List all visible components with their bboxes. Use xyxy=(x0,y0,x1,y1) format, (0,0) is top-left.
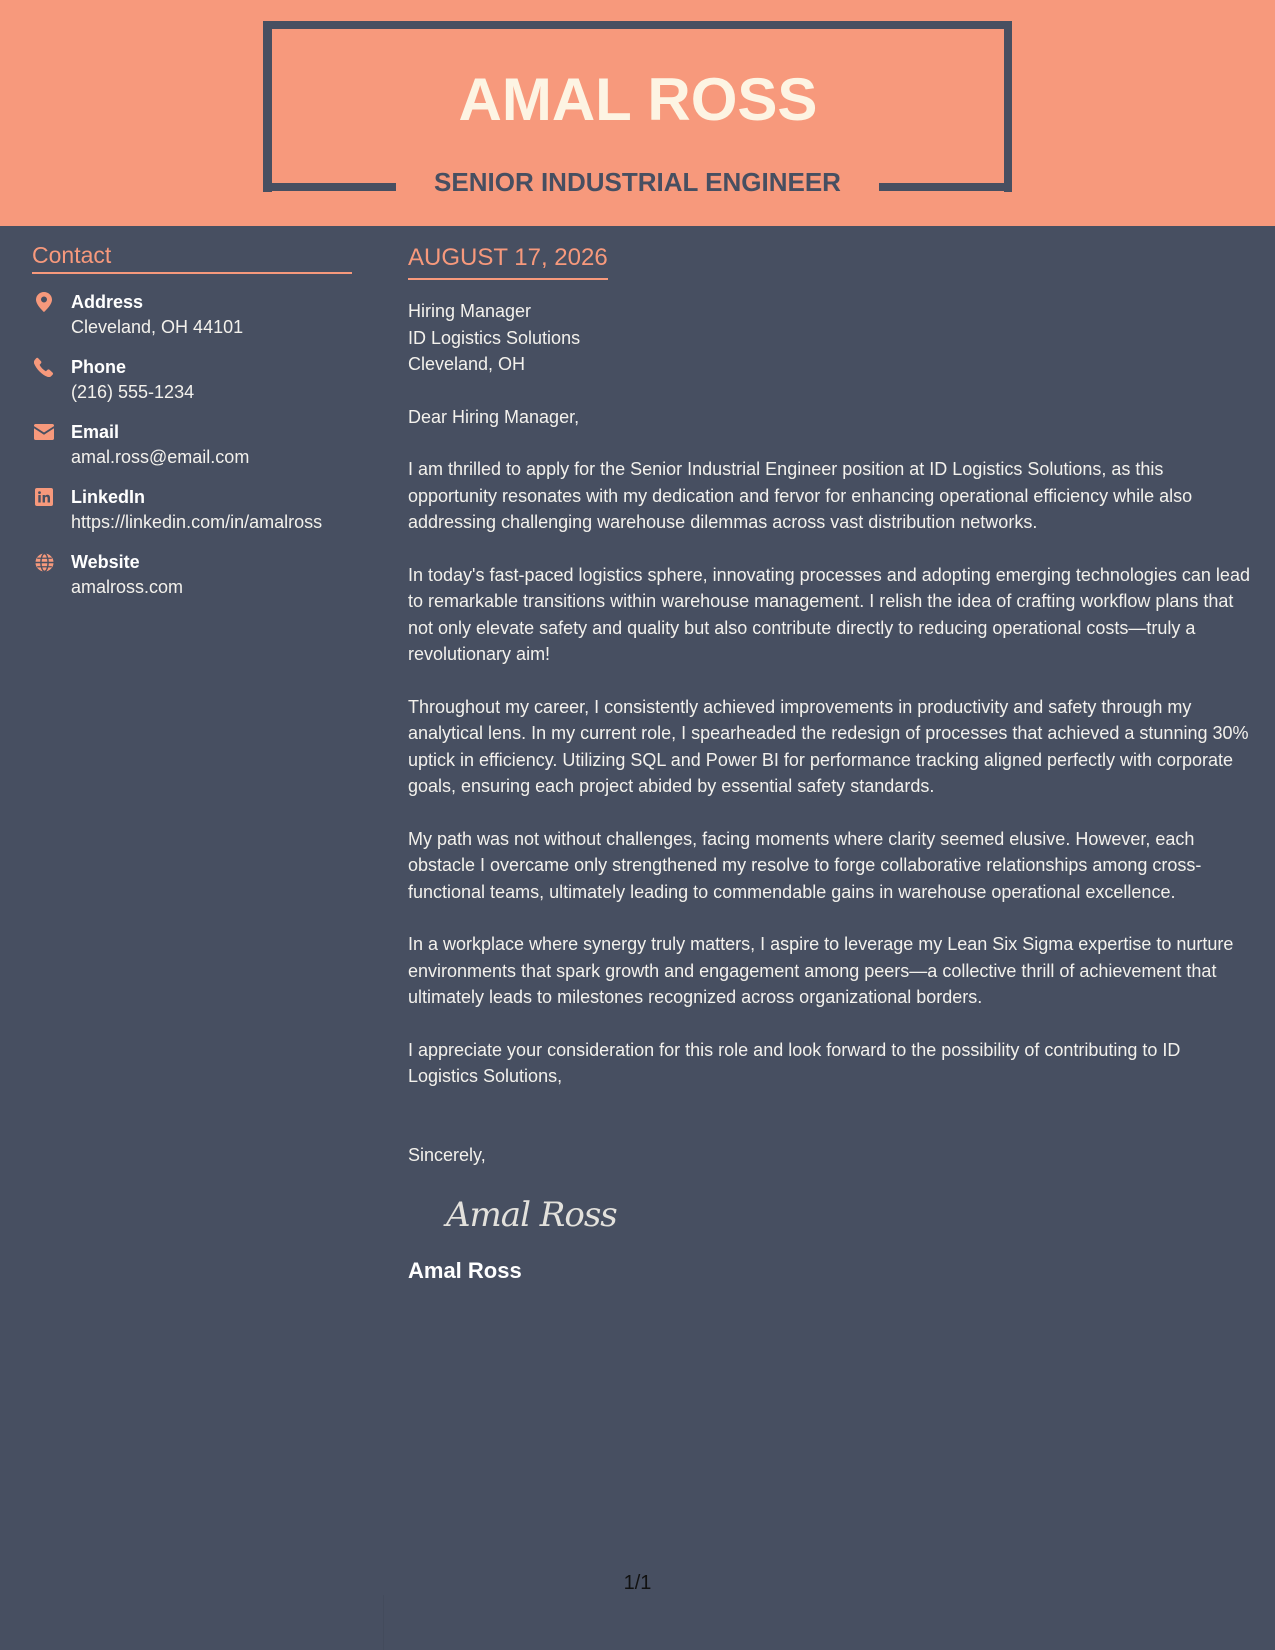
contact-email xyxy=(32,420,352,470)
linkedin-value: https://linkedin.com/in/amalross xyxy=(71,512,323,532)
title-frame-top xyxy=(263,21,1012,29)
recipient-block xyxy=(408,298,1253,378)
applicant-name: AMAL ROSS xyxy=(458,66,818,133)
address-label: Address xyxy=(71,292,144,312)
divider xyxy=(383,1595,384,1650)
contact-website xyxy=(32,550,352,600)
recipient-line: Hiring Manager xyxy=(408,301,532,321)
body-paragraph: In today's fast-paced logistics sphere, innovating processes and adopting emerging technologies can lead to remarkable transitions within warehouse management. I relish the idea of crafting workflow plans that not only elevate safety and quality but also contribute directly to reducing operational costs—truly a revolutionary aim! xyxy=(408,564,1250,664)
header-banner xyxy=(0,0,1275,226)
letter-body xyxy=(408,242,1253,1286)
contact-sidebar xyxy=(32,240,352,600)
email-value: amal.ross@email.com xyxy=(71,447,250,467)
linkedin-label: LinkedIn xyxy=(71,487,146,507)
handwritten-signature: Amal Ross xyxy=(446,1195,617,1235)
contact-heading: Contact xyxy=(32,240,352,274)
title-frame-left xyxy=(263,21,272,192)
globe-icon xyxy=(34,552,54,572)
page-number: 1/1 xyxy=(623,1572,652,1594)
signer-name: Amal Ross xyxy=(408,1258,522,1283)
recipient-line: Cleveland, OH xyxy=(408,354,526,374)
title-frame-bottom-right xyxy=(879,183,1012,191)
body-paragraph: In a workplace where synergy truly matters, I aspire to leverage my Lean Six Sigma expertise to nurture environments that spark growth and engagement among peers—a collective thrill of achievement that ultimately leads to milestones recognized across organizational borders. xyxy=(408,934,1234,1007)
closing: Sincerely, xyxy=(408,1144,486,1165)
letter-date: AUGUST 17, 2026 xyxy=(408,242,608,280)
website-value: amalross.com xyxy=(71,577,184,597)
body-paragraph: I appreciate your consideration for this role and look forward to the possibility of contributing to ID Logistics Solutions, xyxy=(408,1039,1181,1086)
body-paragraph: Throughout my career, I consistently achieved improvements in productivity and safety through my analytical lens. In my current role, I spearheaded the redesign of processes that achieved a stunning 30% uptick in efficiency. Utilizing SQL and Power BI for performance tracking aligned perfectly with corporate goals, ensuring each project abided by essential safety standards. xyxy=(408,696,1249,796)
contact-phone xyxy=(32,355,352,405)
body-paragraph: I am thrilled to apply for the Senior Industrial Engineer position at ID Logistics Solutions, as this opportunity resonates with my dedication and fervor for enhancing operational efficiency while also addressing challenging warehouse dilemmas across vast distribution networks. xyxy=(408,459,1193,532)
salutation: Dear Hiring Manager, xyxy=(408,406,580,427)
email-label: Email xyxy=(71,422,120,442)
contact-address xyxy=(32,290,352,340)
envelope-icon xyxy=(34,422,54,442)
recipient-line: ID Logistics Solutions xyxy=(408,327,581,348)
title-frame-right xyxy=(1004,21,1012,192)
phone-value: (216) 555-1234 xyxy=(71,382,195,402)
map-pin-icon xyxy=(34,292,54,312)
linkedin-icon xyxy=(34,487,54,507)
body-paragraph: My path was not without challenges, facing moments where clarity seemed elusive. However, each obstacle I overcame only strengthened my resolve to forge collaborative relationships among cross-functional teams, ultimately leading to commendable gains in warehouse operational excellence. xyxy=(408,828,1202,902)
title-frame-bottom-left xyxy=(263,183,396,191)
phone-label: Phone xyxy=(71,357,127,377)
address-value: Cleveland, OH 44101 xyxy=(71,317,244,337)
phone-icon xyxy=(34,357,54,377)
job-title: SENIOR INDUSTRIAL ENGINEER xyxy=(434,167,841,197)
contact-linkedin xyxy=(32,485,352,535)
website-label: Website xyxy=(71,552,140,572)
